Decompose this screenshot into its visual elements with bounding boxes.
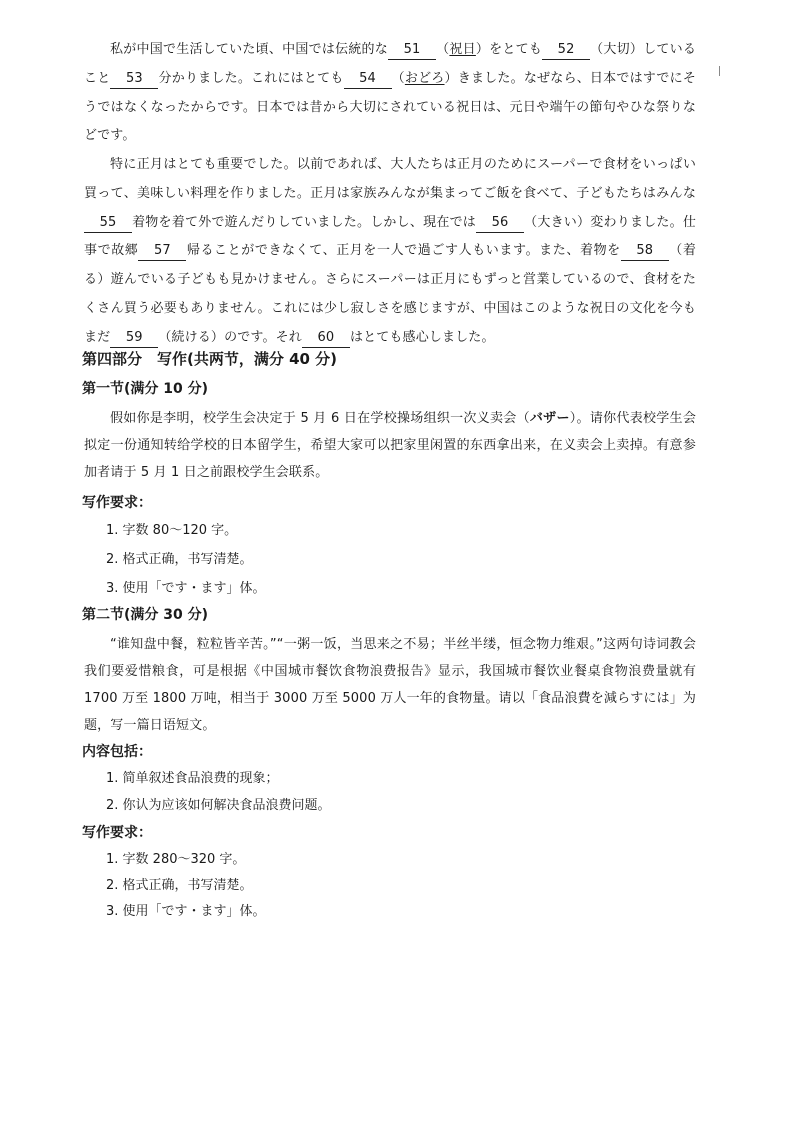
blank-60: 60 (302, 329, 350, 348)
section2-requirement: 3. 使用「です・ます」体。 (106, 904, 266, 919)
blank-56: 56 (476, 214, 524, 233)
section2-content-item: 2. 你认为应该如何解决食品浪费问题。 (106, 798, 331, 813)
blank-57: 57 (138, 242, 186, 261)
blank-55: 55 (84, 214, 132, 233)
blank-51: 51 (388, 41, 436, 60)
part4-title: 第四部分 写作(共两节，满分 40 分) (82, 350, 338, 368)
blank-59: 59 (110, 329, 158, 348)
word-hint: 祝日 (449, 42, 476, 57)
blank-54: 54 (344, 70, 392, 89)
section1-prompt: 假如你是李明，校学生会决定于 5 月 6 日在学校操场组织一次义卖会（バザー）。请你代表校学生会拟定一份通知转给学校的日本留学生，希望大家可以把家里闲置的东西拿出来，在义卖会上卖掉。有意参加者请于 5 月 1 日之前跟校学生会联系。 (84, 411, 696, 480)
section1-requirements-title: 写作要求： (82, 495, 152, 511)
word-hint: おどろ (404, 70, 445, 86)
section2-requirements-title: 写作要求： (82, 825, 152, 841)
blank-53: 53 (110, 70, 158, 89)
passage-paragraph-1: 私が中国で生活していた頃、中国では伝統的な 51 （祝日）をとても 52 （大切）していること 53 分かりました。これにはとても 54 （おどろ）きました。なぜなら、日本ではすでにそうではなくなったからです。日本では昔から大切にされている祝日は、元日や端午の節句やひな祭りなどです。 (84, 42, 696, 144)
section2-requirement: 1. 字数 280～320 字。 (106, 852, 246, 867)
section1-requirement: 2. 格式正确，书写清楚。 (106, 552, 253, 567)
section2-content-title: 内容包括： (82, 744, 152, 760)
blank-52: 52 (542, 41, 590, 60)
section2-content-item: 1. 简单叙述食品浪费的现象； (106, 771, 279, 786)
section1-requirement: 3. 使用「です・ます」体。 (106, 581, 266, 596)
blank-58: 58 (621, 242, 669, 261)
section2-prompt: “谁知盘中餐，粒粒皆辛苦。”“一粥一饭，当思来之不易；半丝半缕，恒念物力维艰。”这两句诗词教会我们要爱惜粮食，可是根据《中国城市餐饮食物浪费报告》显示，我国城市餐饮业餐桌食物浪费量就有 1700 万至 1800 万吨，相当于 3000 万至 5000 万人一年的食物量。请以「食品浪費を減らすには」为题，写一篇日语短文。 (84, 637, 696, 733)
section1-title: 第一节(满分 10 分) (82, 381, 209, 397)
text: 私が中国で生活していた頃、中国では伝統的な (110, 42, 389, 57)
section2-requirement: 2. 格式正确，书写清楚。 (106, 878, 253, 893)
section2-title: 第二节(满分 30 分) (82, 607, 209, 623)
margin-mark (719, 66, 720, 76)
section1-requirement: 1. 字数 80～120 字。 (106, 523, 238, 538)
passage-paragraph-2: 特に正月はとても重要でした。以前であれば、大人たちは正月のためにスーパーで食材をいっぱい買って、美味しい料理を作りました。正月は家族みんなが集まってご飯を食べて、子どもたちはみんな55 着物を着て外で遊んだりしていました。しかし、現在では 56 （大きい）変わりました。仕事で故郷 57 帰ることができなくて、正月を一人で過ごす人もいます。また、着物を 58 （着る）遊んでいる子どもも見かけません。さらにスーパーは正月にもずっと営業しているので、食材をたくさん買う必要もありません。これには少し寂しさを感じますが、中国はこのような祝日の文化を今もまだ 59 （続ける）のです。それ 60 はとても感心しました。 (84, 151, 696, 353)
